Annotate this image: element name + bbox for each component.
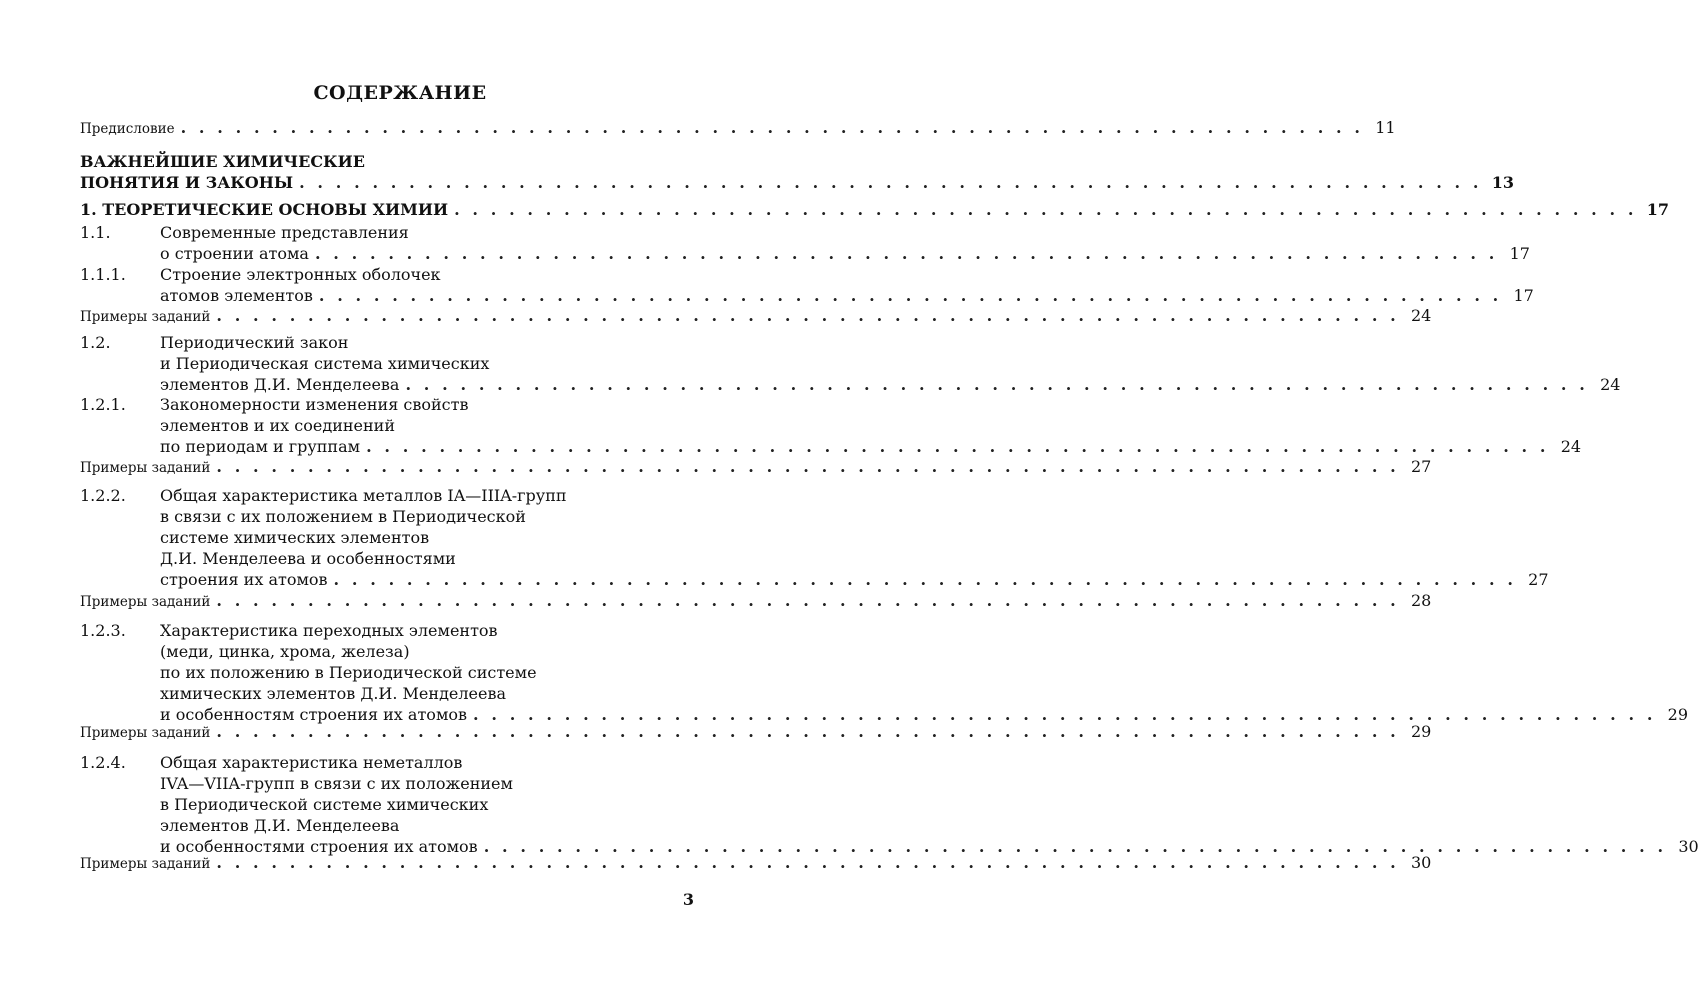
toc-entry-concepts [80, 151, 1515, 193]
toc-entry-examples [80, 590, 1432, 613]
toc-entry-examples [80, 456, 1432, 479]
entry-number: 1.2.3. [80, 621, 126, 640]
leader-dots: . . . . . . . . . . . . . . . . . . . . . . . . . . . . . . . . . . . . . . . . . . . . . . . . . . . . . . . . . . . . . . . . . [216, 853, 1400, 872]
entry-label: Общая характеристика металлов IA—IIIA-групп [160, 486, 567, 505]
toc-entry-1-2-1 [80, 394, 1582, 457]
entry-label: (меди, цинка, хрома, железа) [160, 642, 410, 661]
entry-label: Современные представления [160, 223, 409, 242]
entry-page: 11 [1375, 118, 1396, 137]
entry-number: 1.2. [80, 333, 111, 352]
entry-page: 27 [1528, 570, 1549, 589]
entry-label: Периодический закон [160, 333, 349, 352]
toc-entry-examples [80, 305, 1432, 328]
entry-label: системе химических элементов [160, 528, 430, 547]
entry-page: 29 [1667, 705, 1689, 724]
entry-page: 30 [1410, 853, 1432, 872]
leader-dots: . . . . . . . . . . . . . . . . . . . . . . . . . . . . . . . . . . . . . . . . . . . . . . . . . . . . . . . . . . . . . . . . . [483, 837, 1667, 856]
entry-label: ВАЖНЕЙШИЕ ХИМИЧЕСКИЕ [80, 152, 365, 171]
entry-page: 30 [1678, 837, 1699, 856]
leader-dots: . . . . . . . . . . . . . . . . . . . . . . . . . . . . . . . . . . . . . . . . . . . . . . . . . . . . . . . . . . . . . . . . . [216, 591, 1400, 610]
leader-dots: . . . . . . . . . . . . . . . . . . . . . . . . . . . . . . . . . . . . . . . . . . . . . . . . . . . . . . . . . . . . . . . . . [216, 722, 1400, 741]
leader-dots: . . . . . . . . . . . . . . . . . . . . . . . . . . . . . . . . . . . . . . . . . . . . . . . . . . . . . . . . . . . . . . . . . [405, 375, 1589, 394]
entry-label: элементов Д.И. Менделеева [160, 816, 400, 835]
entry-label: Примеры заданий [80, 725, 211, 741]
entry-label: в Периодической системе химических [160, 795, 489, 814]
entry-page: 17 [1646, 200, 1670, 219]
entry-label: Примеры заданий [80, 594, 211, 610]
toc-entry-preface [80, 117, 1396, 140]
entry-label: 1. ТЕОРЕТИЧЕСКИЕ ОСНОВЫ ХИМИИ [80, 200, 449, 219]
entry-label: Примеры заданий [80, 856, 211, 872]
entry-number: 1.2.2. [80, 486, 126, 505]
entry-page: 24 [1600, 375, 1621, 394]
entry-label: элементов Д.И. Менделеева [160, 375, 400, 394]
leader-dots: . . . . . . . . . . . . . . . . . . . . . . . . . . . . . . . . . . . . . . . . . . . . . . . . . . . . . . . . . . . . . . . . . [454, 200, 1638, 219]
leader-dots: . . . . . . . . . . . . . . . . . . . . . . . . . . . . . . . . . . . . . . . . . . . . . . . . . . . . . . . . . . . . . . . . . [366, 437, 1550, 456]
entry-label: Закономерности изменения свойств [160, 395, 469, 414]
entry-label: Строение электронных оболочек [160, 265, 441, 284]
entry-label: Характеристика переходных элементов [160, 621, 498, 640]
entry-page: 28 [1410, 591, 1432, 610]
entry-page: 24 [1410, 306, 1432, 325]
entry-number: 1.1. [80, 223, 111, 242]
entry-page: 24 [1560, 437, 1582, 456]
entry-number: 1.1.1. [80, 265, 126, 284]
leader-dots: . . . . . . . . . . . . . . . . . . . . . . . . . . . . . . . . . . . . . . . . . . . . . . . . . . . . . . . . . . . . . . . . . [318, 286, 1502, 305]
leader-dots: . . . . . . . . . . . . . . . . . . . . . . . . . . . . . . . . . . . . . . . . . . . . . . . . . . . . . . . . . . . . . . . . . [216, 306, 1400, 325]
entry-label: о строении атома [160, 244, 309, 263]
leader-dots: . . . . . . . . . . . . . . . . . . . . . . . . . . . . . . . . . . . . . . . . . . . . . . . . . . . . . . . . . . . . . . . . . [299, 173, 1483, 192]
entry-label: Д.И. Менделеева и особенностями [160, 549, 456, 568]
entry-page: 27 [1410, 457, 1432, 476]
entry-label: по периодам и группам [160, 437, 361, 456]
entry-number: 1.2.4. [80, 753, 126, 772]
leader-dots: . . . . . . . . . . . . . . . . . . . . . . . . . . . . . . . . . . . . . . . . . . . . . . . . . . . . . . . . . . . . . . . . . [333, 570, 1517, 589]
toc-entry-1-2-2 [80, 485, 1549, 590]
entry-label: и Периодическая система химических [160, 354, 490, 373]
toc-entry-1-2-4 [80, 752, 1699, 857]
toc-entry-1-2 [80, 332, 1621, 395]
entry-page: 17 [1513, 286, 1534, 305]
entry-page: 29 [1410, 722, 1432, 741]
toc-entry-chapter-1 [80, 199, 1670, 220]
entry-number: 1.2.1. [80, 395, 126, 414]
entry-label: Примеры заданий [80, 460, 211, 476]
entry-label: Общая характеристика неметаллов [160, 753, 463, 772]
page-number: 3 [682, 890, 694, 909]
toc-entry-examples [80, 852, 1432, 875]
entry-label: атомов элементов [160, 286, 313, 305]
entry-label: ПОНЯТИЯ И ЗАКОНЫ [80, 173, 294, 192]
toc-entry-1-1 [80, 222, 1530, 264]
toc-entry-1-2-3 [80, 620, 1689, 725]
leader-dots: . . . . . . . . . . . . . . . . . . . . . . . . . . . . . . . . . . . . . . . . . . . . . . . . . . . . . . . . . . . . . . . . . [180, 118, 1364, 137]
entry-label: строения их атомов [160, 570, 328, 589]
toc-entry-1-1-1 [80, 264, 1534, 306]
entry-label: в связи с их положением в Периодической [160, 507, 526, 526]
toc-entry-examples [80, 721, 1432, 744]
entry-label: химических элементов Д.И. Менделеева [160, 684, 507, 703]
entry-label: Предисловие [80, 121, 175, 137]
entry-label: по их положению в Периодической системе [160, 663, 537, 682]
entry-label: IVA—VIIA-групп в связи с их положением [160, 774, 513, 793]
entry-label: и особенностям строения их атомов [160, 705, 468, 724]
entry-page: 17 [1509, 244, 1530, 263]
leader-dots: . . . . . . . . . . . . . . . . . . . . . . . . . . . . . . . . . . . . . . . . . . . . . . . . . . . . . . . . . . . . . . . . . [473, 705, 1657, 724]
entry-page: 13 [1491, 173, 1515, 192]
entry-label: элементов и их соединений [160, 416, 395, 435]
entry-label: и особенностями строения их атомов [160, 837, 478, 856]
leader-dots: . . . . . . . . . . . . . . . . . . . . . . . . . . . . . . . . . . . . . . . . . . . . . . . . . . . . . . . . . . . . . . . . . [314, 244, 1498, 263]
page-title: СОДЕРЖАНИЕ [313, 82, 487, 104]
entry-label: Примеры заданий [80, 309, 211, 325]
leader-dots: . . . . . . . . . . . . . . . . . . . . . . . . . . . . . . . . . . . . . . . . . . . . . . . . . . . . . . . . . . . . . . . . . [216, 457, 1400, 476]
